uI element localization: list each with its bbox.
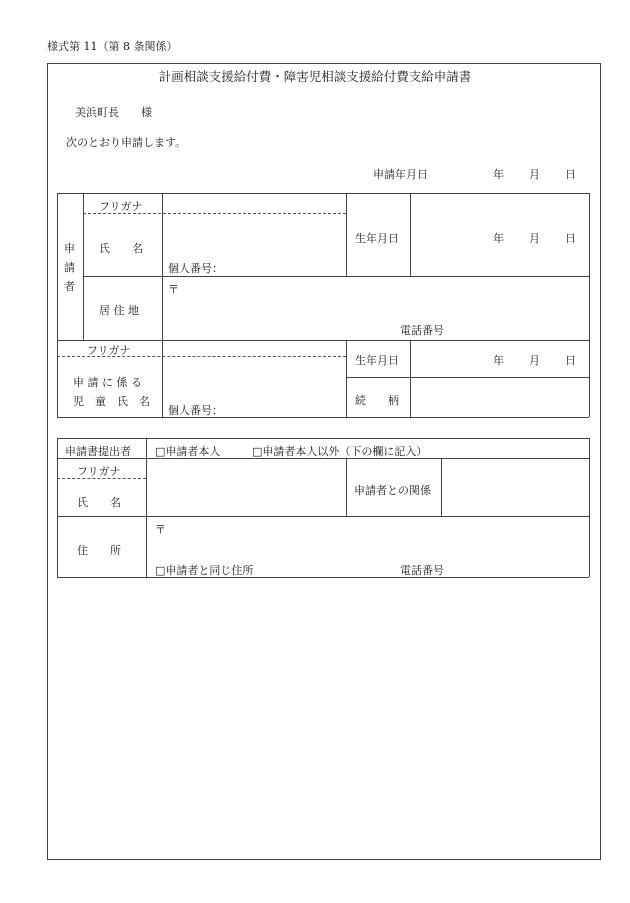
applicant-birthdate-label: 生年月日 xyxy=(355,232,399,245)
submitter-name-label: 氏 名 xyxy=(77,496,121,509)
applicant-section-char-1: 申 xyxy=(64,242,75,255)
applicant-birthdate-year: 年 xyxy=(493,232,504,245)
child-relation-field[interactable] xyxy=(411,378,588,416)
application-date-day: 日 xyxy=(565,168,576,181)
submitter-address-label: 住 所 xyxy=(77,544,121,557)
applicant-section-char-3: 者 xyxy=(64,280,75,293)
submitter-phone-label: 電話番号 xyxy=(400,564,444,577)
application-date-month: 月 xyxy=(529,168,540,181)
child-name-label-line1: 申 請 に 係 る xyxy=(73,376,142,389)
applicant-name-field[interactable] xyxy=(163,214,345,275)
submitter-name-field[interactable] xyxy=(147,459,345,515)
applicant-birthdate-day: 日 xyxy=(565,232,576,245)
applicant-furigana-label: フリガナ xyxy=(99,200,143,213)
child-furigana-field[interactable] xyxy=(163,341,345,356)
submitter-relationship-label: 申請者との関係 xyxy=(354,484,431,497)
child-name-label-line2: 児 童 氏 名 xyxy=(73,395,150,408)
applicant-section-char-2: 請 xyxy=(64,261,75,274)
applicant-individual-number-label: 個人番号： xyxy=(168,262,223,275)
applicant-address-field[interactable] xyxy=(163,277,588,339)
applicant-birthdate-field[interactable] xyxy=(411,194,588,275)
applicant-postal-mark: 〒 xyxy=(168,283,179,296)
application-date-year: 年 xyxy=(493,168,504,181)
applicant-birthdate-month: 月 xyxy=(529,232,540,245)
form-title: 計画相談支援給付費・障害児相談支援給付費支給申請書 xyxy=(158,69,472,84)
child-furigana-label: フリガナ xyxy=(87,344,131,357)
submitter-furigana-label: フリガナ xyxy=(77,465,121,478)
child-birthdate-field[interactable] xyxy=(411,341,588,376)
intro-text: 次のとおり申請します。 xyxy=(66,136,187,149)
submitter-postal-mark: 〒 xyxy=(155,523,166,536)
child-birthdate-day: 日 xyxy=(565,354,576,367)
child-birthdate-year: 年 xyxy=(493,354,504,367)
submitter-same-address-checkbox[interactable]: □申請者と同じ住所 xyxy=(155,564,254,577)
applicant-address-label: 居 住 地 xyxy=(99,304,139,317)
applicant-phone-label: 電話番号 xyxy=(400,324,444,337)
addressee: 美浜町長 様 xyxy=(75,106,152,119)
applicant-furigana-field[interactable] xyxy=(163,194,345,212)
submitter-relationship-field[interactable] xyxy=(442,459,588,515)
application-date-label: 申請年月日 xyxy=(373,168,428,181)
child-birthdate-month: 月 xyxy=(529,354,540,367)
child-name-field[interactable] xyxy=(163,357,345,416)
form-number: 様式第 11（第 8 条関係） xyxy=(47,40,178,53)
child-relation-label: 続 柄 xyxy=(355,394,399,407)
submitter-label: 申請書提出者 xyxy=(65,445,131,458)
child-individual-number-label: 個人番号： xyxy=(168,404,223,417)
submitter-address-field[interactable] xyxy=(147,517,588,559)
child-birthdate-label: 生年月日 xyxy=(355,354,399,367)
applicant-name-label: 氏 名 xyxy=(99,242,143,255)
submitter-option-other[interactable]: □申請者本人以外（下の欄に記入） xyxy=(252,445,428,458)
submitter-option-self[interactable]: □申請者本人 xyxy=(155,445,221,458)
